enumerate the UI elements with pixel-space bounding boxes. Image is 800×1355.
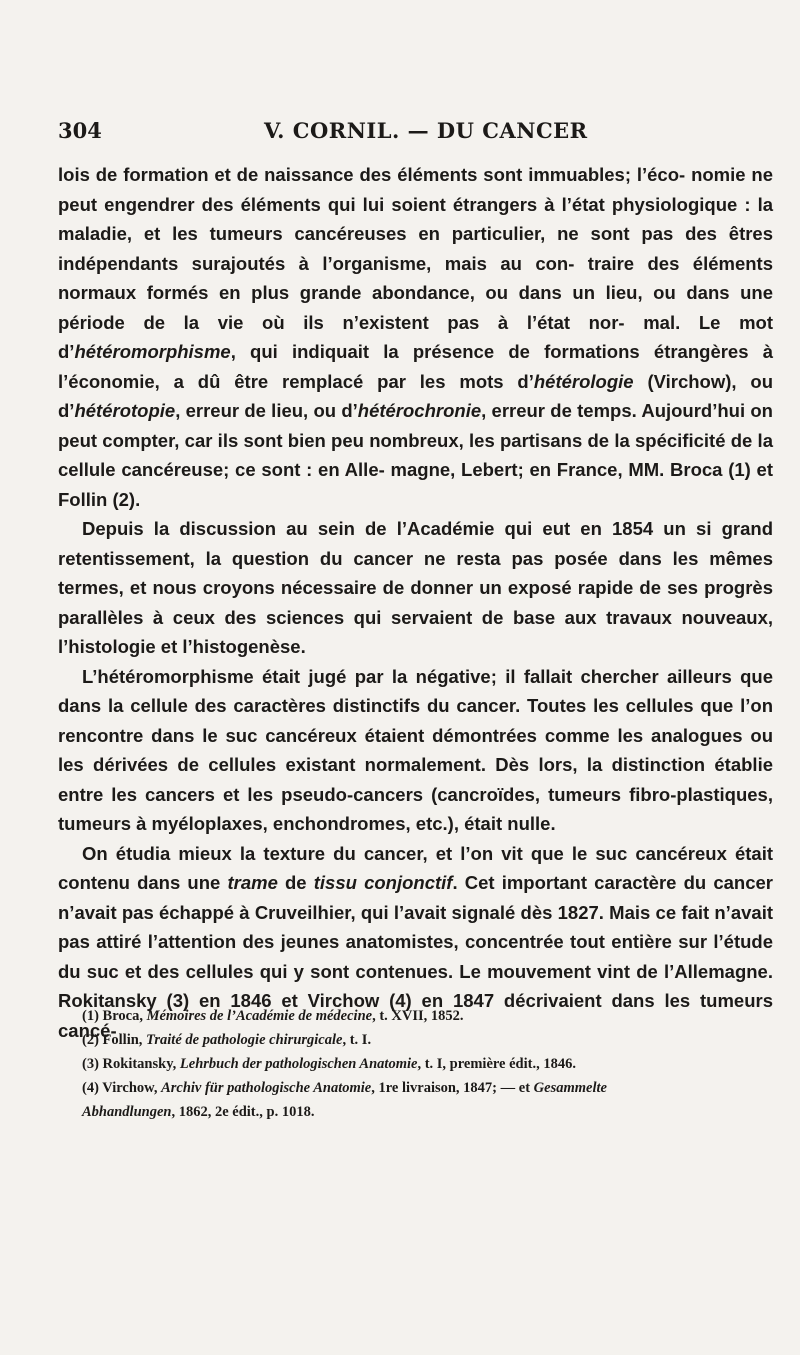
footnote-2 [82, 1028, 772, 1052]
footnote-1 [82, 1004, 772, 1028]
footnote-text: , 1re livraison, 1847; — et [371, 1080, 534, 1096]
text-run: (Virchow), ou d’ [58, 370, 773, 421]
italic-term: tissu conjonctif [313, 872, 453, 893]
text-run: . Cet important caractère du cancer n’avait pas échappé à Cruveilhier, qui l’avait signalé dès 1827. Mais ce fait n’avait pas attiré l’attention des jeunes anatomistes, concentrée tout entière sur l’étude du suc et des cellules qui y sont contenues. Le mouvement vint de l’Allemagne. Rokitansky (3) en 1846 et Virchow (4) en 1847 décrivaient dans les tumeurs cancé- [58, 872, 774, 1041]
footnote-text: , t. I. [342, 1032, 372, 1048]
footnote-text: (3) Rokitansky, [82, 1056, 180, 1072]
text-run: mal. Le mot d’ [58, 311, 773, 362]
text-run: de [277, 872, 314, 893]
text-run: étrangères à l’économie, a dû être remplacé par les mots d’ [58, 341, 773, 392]
text-line: magne, Lebert; en France, MM. Broca (1) et Follin (2). [58, 459, 774, 510]
footnote-text: (2) Follin, [82, 1032, 147, 1048]
text-line: traire des éléments normaux formés en plus grande abondance, ou dans [58, 252, 773, 303]
footnote-title: Traité de pathologie chirurgicale [146, 1032, 343, 1048]
page-number: 304 [58, 118, 102, 143]
italic-term: hétérotopie [74, 400, 176, 421]
footnote-text: (1) Broca, [82, 1008, 147, 1024]
text-line: sont pas des êtres indépendants surajoutés à l’organisme, mais au con- [58, 223, 774, 274]
paragraph-2: Depuis la discussion au sein de l’Académie qui eut en 1854 un si grand retentissement, la question du cancer ne resta pas posée dans les mêmes termes, et nous croyons nécessaire de donner un exposé rapide de ses progrès parallèles à ceux des sciences qui servaient de base aux travaux nouveaux, l’histologie et l’histogenèse. [58, 518, 773, 657]
footnotes [82, 1004, 772, 1124]
footnote-3 [82, 1052, 772, 1076]
footnote-text: (4) Virchow, [82, 1080, 162, 1096]
footnote-title: Archiv für pathologische Anatomie [161, 1080, 372, 1096]
text-run: , erreur de [481, 400, 572, 421]
footnote-title: Mémoires de l’Académie de médecine [146, 1008, 373, 1024]
footnote-title: Lehrbuch der pathologischen Anatomie [179, 1056, 418, 1072]
italic-term: hétérologie [533, 370, 634, 392]
text-run: , erreur de lieu, ou d’ [175, 400, 358, 421]
italic-term: hétéromorphisme [74, 341, 231, 362]
italic-term: trame [227, 872, 278, 893]
running-title: V. CORNIL. — DU CANCER [264, 118, 588, 143]
footnote-text: , 1862, 2e édit., p. 1018. [171, 1104, 315, 1120]
text-line: un lieu, ou dans une période de la vie où ils n’existent pas à l’état nor- [58, 282, 774, 333]
text-line: lois de formation et de naissance des éléments sont immuables; l’éco- [58, 164, 686, 185]
italic-term: hétérochronie [357, 400, 482, 421]
text-line: nomie ne peut engendrer des éléments qui lui soient étrangers à l’état [58, 164, 773, 215]
footnote-4 [82, 1076, 772, 1124]
page-header [58, 118, 758, 148]
paragraph-3: L’hétéromorphisme était jugé par la négative; il fallait chercher ailleurs que dans la cellule des caractères distinctifs du cancer. Toutes les cellules que l’on rencontre dans le suc cancéreux étaient démontrées comme les analogues ou les dérivées de cellules existant normalement. Dès lors, la distinction établie entre les cancers et les pseudo-cancers (cancroïdes, tumeurs fibro-plastiques, tumeurs à myéloplaxes, enchondromes, etc.), était nulle. [58, 665, 773, 834]
text-run: , qui indiquait la présence de formations [230, 341, 640, 362]
paragraph-1 [58, 160, 773, 514]
text-run: On étudia mieux la texture du cancer, et l’on vit que le suc cancéreux était contenu dans une [58, 842, 773, 893]
footnote-title: Abhandlungen [82, 1104, 172, 1120]
footnote-text: , t. XVII, 1852. [372, 1008, 464, 1024]
body-text [58, 160, 773, 1045]
footnote-title: Gesammelte [533, 1080, 607, 1096]
text-line: physiologique : la maladie, et les tumeurs cancéreuses en particulier, ne [58, 193, 774, 244]
footnote-text: , t. I, première édit., 1846. [417, 1056, 576, 1072]
text-line: les partisans de la spécificité de la cellule cancéreuse; ce sont : en Alle- [58, 429, 773, 480]
text-line: temps. Aujourd’hui on peut compter, car ils sont bien peu nombreux, [58, 400, 773, 451]
